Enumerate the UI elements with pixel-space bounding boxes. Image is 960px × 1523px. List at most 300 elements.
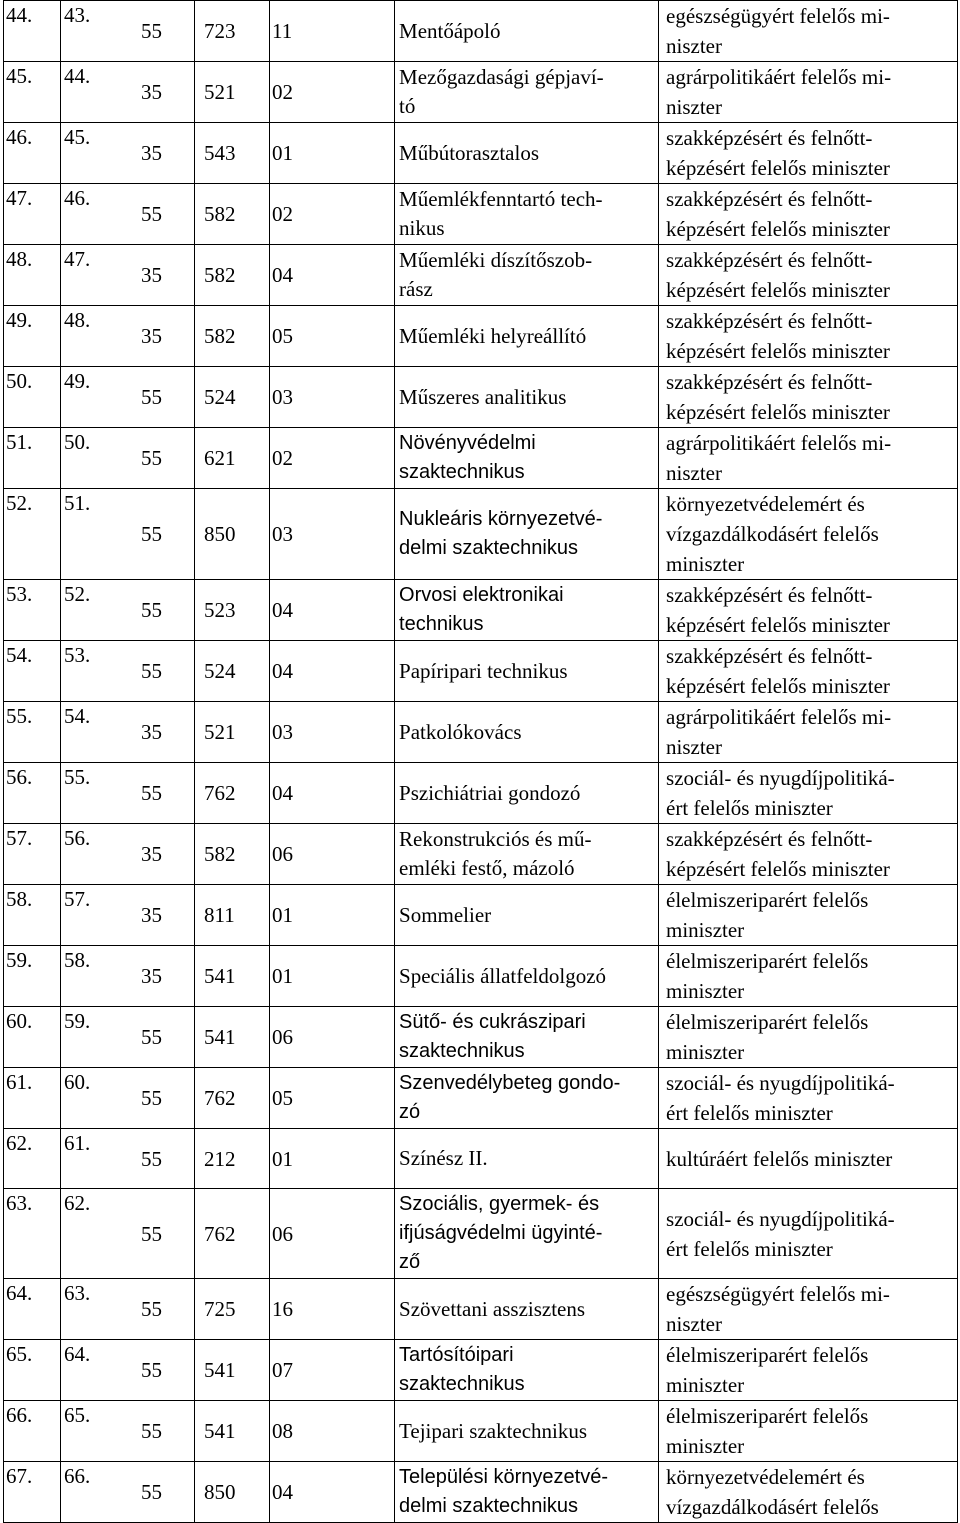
responsible-minister-line: ért felelős miniszter <box>666 796 833 820</box>
original-number-and-code-cell <box>61 885 195 946</box>
row-number: 46. <box>4 123 61 184</box>
original-number: 52. <box>64 582 91 606</box>
qualification-name <box>395 1129 659 1189</box>
original-number: 57. <box>64 887 91 911</box>
code-part-3: 07 <box>270 1340 395 1401</box>
code-part-1: 55 <box>141 1146 162 1171</box>
responsible-minister-line: miniszter <box>666 918 745 942</box>
responsible-minister <box>659 580 958 641</box>
qualification-name-line: Tejipari szaktechnikus <box>399 1418 588 1443</box>
code-part-1: 55 <box>141 1480 162 1504</box>
responsible-minister-line: szakképzésért és felnőtt- <box>666 644 873 668</box>
original-number: 54. <box>64 704 91 728</box>
responsible-minister-line: kultúráért felelős miniszter <box>666 1146 893 1171</box>
qualification-name <box>395 123 659 184</box>
original-number-and-code-cell <box>61 1340 195 1401</box>
qualification-name-line: technikus <box>399 613 484 635</box>
responsible-minister <box>659 824 958 885</box>
responsible-minister-line: miniszter <box>666 1434 745 1458</box>
responsible-minister <box>659 885 958 946</box>
code-part-3: 03 <box>270 367 395 428</box>
responsible-minister-line: élelmiszeriparért felelős <box>666 1010 869 1034</box>
code-part-1: 55 <box>141 522 162 546</box>
original-number-and-code-cell <box>61 1189 195 1279</box>
table-row <box>4 580 958 641</box>
original-number-and-code-cell <box>61 1129 195 1189</box>
qualification-name <box>395 184 659 245</box>
original-number-and-code-cell <box>61 1279 195 1340</box>
table-row <box>4 885 958 946</box>
code-part-2: 582 <box>195 306 270 367</box>
qualification-name-line: Sütő- és cukrászipari <box>399 1011 586 1033</box>
original-number-and-code-cell <box>61 641 195 702</box>
table-row <box>4 489 958 580</box>
responsible-minister-line: élelmiszeriparért felelős <box>666 949 869 973</box>
responsible-minister-line: képzésért felelős miniszter <box>666 217 890 241</box>
code-part-2: 521 <box>195 62 270 123</box>
qualification-name <box>395 489 659 580</box>
responsible-minister <box>659 306 958 367</box>
row-number: 63. <box>4 1189 61 1279</box>
table-row <box>4 641 958 702</box>
qualification-name-line: rász <box>399 277 433 301</box>
qualification-name <box>395 1 659 62</box>
row-number: 56. <box>4 763 61 824</box>
row-number: 51. <box>4 428 61 489</box>
responsible-minister-line: ért felelős miniszter <box>666 1236 833 1261</box>
qualification-name <box>395 1068 659 1129</box>
code-part-1: 55 <box>141 1358 162 1382</box>
original-number-and-code-cell <box>61 1 195 62</box>
original-number: 48. <box>64 308 91 332</box>
qualification-name-line: Sommelier <box>399 902 492 927</box>
responsible-minister-line: képzésért felelős miniszter <box>666 339 890 363</box>
responsible-minister <box>659 946 958 1007</box>
code-part-2: 621 <box>195 428 270 489</box>
responsible-minister <box>659 1340 958 1401</box>
code-part-3: 05 <box>270 1068 395 1129</box>
qualification-name-line: Műemlékfenntartó tech- <box>399 187 603 211</box>
row-number: 60. <box>4 1007 61 1068</box>
table-row <box>4 62 958 123</box>
table-row <box>4 1462 958 1523</box>
original-number-and-code-cell <box>61 1068 195 1129</box>
qualification-name <box>395 702 659 763</box>
original-number: 58. <box>64 948 91 972</box>
qualification-name-line: Szövettani asszisztens <box>399 1296 586 1321</box>
row-number: 66. <box>4 1401 61 1462</box>
original-number: 56. <box>64 826 91 850</box>
original-number: 64. <box>64 1342 91 1366</box>
original-number-and-code-cell <box>61 367 195 428</box>
code-part-1: 35 <box>141 903 162 927</box>
original-number-and-code-cell <box>61 245 195 306</box>
original-number-and-code-cell <box>61 184 195 245</box>
qualification-name-line: emléki festő, mázoló <box>399 856 575 880</box>
responsible-minister-line: képzésért felelős miniszter <box>666 400 890 424</box>
code-part-3: 02 <box>270 184 395 245</box>
responsible-minister-line: környezetvédelemért és <box>666 1465 865 1489</box>
responsible-minister-line: miniszter <box>666 1040 745 1064</box>
responsible-minister <box>659 1068 958 1129</box>
original-number-and-code-cell <box>61 1401 195 1462</box>
code-part-2: 541 <box>195 946 270 1007</box>
qualification-name-line: Növényvédelmi <box>399 432 536 454</box>
code-part-3: 02 <box>270 428 395 489</box>
qualification-name <box>395 1340 659 1401</box>
code-part-3: 06 <box>270 1007 395 1068</box>
original-number-and-code-cell <box>61 428 195 489</box>
responsible-minister-line: agrárpolitikáért felelős mi- <box>666 431 892 455</box>
table-row <box>4 946 958 1007</box>
qualification-name <box>395 1401 659 1462</box>
responsible-minister <box>659 641 958 702</box>
responsible-minister-line: képzésért felelős miniszter <box>666 156 890 180</box>
qualification-name-line: Műszeres analitikus <box>399 384 567 409</box>
qualification-name <box>395 1462 659 1523</box>
qualification-name-line: ifjúságvédelmi ügyinté- <box>399 1222 603 1244</box>
code-part-3: 04 <box>270 245 395 306</box>
responsible-minister-line: szociál- és nyugdíjpolitiká- <box>666 766 895 790</box>
code-part-1: 55 <box>141 659 162 683</box>
responsible-minister <box>659 1 958 62</box>
qualification-name <box>395 580 659 641</box>
qualification-name-line: delmi szaktechnikus <box>399 537 578 559</box>
responsible-minister <box>659 123 958 184</box>
code-part-2: 762 <box>195 763 270 824</box>
original-number-and-code-cell <box>61 946 195 1007</box>
responsible-minister-line: egészségügyért felelős mi- <box>666 4 890 28</box>
table-row <box>4 1279 958 1340</box>
qualification-name-line: Nukleáris környezetvé- <box>399 508 603 530</box>
responsible-minister-line: szakképzésért és felnőtt- <box>666 187 873 211</box>
responsible-minister <box>659 245 958 306</box>
responsible-minister-line: képzésért felelős miniszter <box>666 674 890 698</box>
code-part-3: 04 <box>270 641 395 702</box>
table-row <box>4 123 958 184</box>
table-row <box>4 1068 958 1129</box>
code-part-1: 35 <box>141 324 162 348</box>
qualification-name-line: Tartósítóipari <box>399 1344 514 1366</box>
row-number: 53. <box>4 580 61 641</box>
responsible-minister-line: szakképzésért és felnőtt- <box>666 309 873 333</box>
code-part-2: 582 <box>195 245 270 306</box>
table-row <box>4 184 958 245</box>
code-part-1: 55 <box>141 1419 162 1443</box>
code-part-2: 541 <box>195 1340 270 1401</box>
table-row <box>4 1007 958 1068</box>
code-part-1: 55 <box>141 446 162 470</box>
original-number: 53. <box>64 643 91 667</box>
code-part-1: 55 <box>141 1297 162 1321</box>
table-row <box>4 306 958 367</box>
code-part-3: 01 <box>270 123 395 184</box>
responsible-minister-line: niszter <box>666 735 722 759</box>
responsible-minister <box>659 702 958 763</box>
qualification-name-line: Műbútorasztalos <box>399 140 539 165</box>
code-part-1: 35 <box>141 842 162 866</box>
qualification-name-line: Rekonstrukciós és mű- <box>399 827 592 851</box>
original-number: 63. <box>64 1281 91 1305</box>
code-part-3: 16 <box>270 1279 395 1340</box>
code-part-1: 55 <box>141 781 162 805</box>
code-part-1: 35 <box>141 720 162 744</box>
responsible-minister <box>659 1279 958 1340</box>
responsible-minister-line: niszter <box>666 95 722 119</box>
table-row <box>4 1189 958 1279</box>
original-number: 51. <box>64 491 91 515</box>
code-part-2: 850 <box>195 489 270 580</box>
table-row <box>4 824 958 885</box>
responsible-minister-line: képzésért felelős miniszter <box>666 857 890 881</box>
code-part-2: 521 <box>195 702 270 763</box>
row-number: 59. <box>4 946 61 1007</box>
code-part-3: 11 <box>270 1 395 62</box>
code-part-2: 524 <box>195 367 270 428</box>
original-number: 60. <box>64 1070 91 1094</box>
responsible-minister <box>659 1189 958 1279</box>
qualification-name-line: szaktechnikus <box>399 1373 525 1395</box>
original-number-and-code-cell <box>61 824 195 885</box>
responsible-minister <box>659 184 958 245</box>
responsible-minister <box>659 367 958 428</box>
row-number: 55. <box>4 702 61 763</box>
row-number: 54. <box>4 641 61 702</box>
responsible-minister-line: egészségügyért felelős mi- <box>666 1282 890 1306</box>
code-part-3: 06 <box>270 1189 395 1279</box>
code-part-2: 541 <box>195 1401 270 1462</box>
qualification-name <box>395 367 659 428</box>
responsible-minister-line: agrárpolitikáért felelős mi- <box>666 65 892 89</box>
code-part-1: 55 <box>141 202 162 226</box>
responsible-minister-line: szakképzésért és felnőtt- <box>666 827 873 851</box>
code-part-2: 523 <box>195 580 270 641</box>
original-number-and-code-cell <box>61 1462 195 1523</box>
original-number: 43. <box>64 3 91 27</box>
responsible-minister-line: élelmiszeriparért felelős <box>666 888 869 912</box>
code-part-3: 01 <box>270 1129 395 1189</box>
code-part-2: 524 <box>195 641 270 702</box>
responsible-minister-line: szociál- és nyugdíjpolitiká- <box>666 1206 895 1231</box>
code-part-2: 811 <box>195 885 270 946</box>
code-part-1: 35 <box>141 141 162 165</box>
code-part-2: 762 <box>195 1068 270 1129</box>
table-row <box>4 1340 958 1401</box>
original-number: 44. <box>64 64 91 88</box>
responsible-minister-line: agrárpolitikáért felelős mi- <box>666 705 892 729</box>
code-part-2: 723 <box>195 1 270 62</box>
qualification-name <box>395 824 659 885</box>
responsible-minister-line: szakképzésért és felnőtt- <box>666 370 873 394</box>
qualification-name <box>395 763 659 824</box>
row-number: 57. <box>4 824 61 885</box>
table-row <box>4 428 958 489</box>
responsible-minister-line: niszter <box>666 34 722 58</box>
code-part-1: 55 <box>141 1025 162 1049</box>
code-part-3: 05 <box>270 306 395 367</box>
original-number: 46. <box>64 186 91 210</box>
original-number: 47. <box>64 247 91 271</box>
qualification-name-line: delmi szaktechnikus <box>399 1495 578 1517</box>
responsible-minister-line: szakképzésért és felnőtt- <box>666 248 873 272</box>
qualification-name <box>395 946 659 1007</box>
original-number: 66. <box>64 1464 91 1488</box>
code-part-2: 541 <box>195 1007 270 1068</box>
qualification-name <box>395 428 659 489</box>
original-number: 50. <box>64 430 91 454</box>
responsible-minister <box>659 428 958 489</box>
qualification-name <box>395 306 659 367</box>
row-number: 49. <box>4 306 61 367</box>
original-number-and-code-cell <box>61 1007 195 1068</box>
responsible-minister <box>659 1129 958 1189</box>
qualification-name-line: Orvosi elektronikai <box>399 584 564 606</box>
table-row <box>4 367 958 428</box>
responsible-minister-line: niszter <box>666 461 722 485</box>
responsible-minister-line: vízgazdálkodásért felelős <box>666 522 879 546</box>
qualification-name-line: Mezőgazdasági gépjaví- <box>399 65 604 89</box>
original-number: 45. <box>64 125 91 149</box>
responsible-minister <box>659 763 958 824</box>
row-number: 45. <box>4 62 61 123</box>
code-part-3: 04 <box>270 580 395 641</box>
responsible-minister-line: niszter <box>666 1312 722 1336</box>
qualification-name-line: zó <box>399 1101 421 1123</box>
qualification-name-line: Pszichiátriai gondozó <box>399 780 581 805</box>
qualification-name-line: Papíripari technikus <box>399 658 568 683</box>
table-row <box>4 1129 958 1189</box>
qualification-name-line: tó <box>399 94 416 118</box>
code-part-2: 543 <box>195 123 270 184</box>
row-number: 61. <box>4 1068 61 1129</box>
responsible-minister-line: élelmiszeriparért felelős <box>666 1404 869 1428</box>
code-part-2: 762 <box>195 1189 270 1279</box>
responsible-minister-line: szakképzésért és felnőtt- <box>666 583 873 607</box>
row-number: 50. <box>4 367 61 428</box>
qualification-name-line: Műemléki díszítőszob- <box>399 248 593 272</box>
code-part-3: 04 <box>270 763 395 824</box>
original-number: 55. <box>64 765 91 789</box>
table-row <box>4 1 958 62</box>
responsible-minister-line: miniszter <box>666 979 745 1003</box>
responsible-minister-line: képzésért felelős miniszter <box>666 278 890 302</box>
qualification-name-line: szaktechnikus <box>399 1040 525 1062</box>
responsible-minister-line: környezetvédelemért és <box>666 492 865 516</box>
row-number: 58. <box>4 885 61 946</box>
row-number: 52. <box>4 489 61 580</box>
original-number: 49. <box>64 369 91 393</box>
original-number-and-code-cell <box>61 62 195 123</box>
original-number-and-code-cell <box>61 702 195 763</box>
qualification-name <box>395 245 659 306</box>
code-part-2: 582 <box>195 824 270 885</box>
responsible-minister <box>659 1007 958 1068</box>
code-part-1: 55 <box>141 385 162 409</box>
responsible-minister-line: miniszter <box>666 1373 745 1397</box>
responsible-minister-line: miniszter <box>666 552 745 576</box>
table-row <box>4 1401 958 1462</box>
qualification-name-line: szaktechnikus <box>399 461 525 483</box>
row-number: 47. <box>4 184 61 245</box>
qualification-name-line: Speciális állatfeldolgozó <box>399 963 607 988</box>
original-number: 65. <box>64 1403 91 1427</box>
code-part-1: 35 <box>141 964 162 988</box>
qualification-name-line: Színész II. <box>399 1146 488 1170</box>
original-number-and-code-cell <box>61 123 195 184</box>
table-row <box>4 702 958 763</box>
qualification-name-line: Települési környezetvé- <box>399 1466 609 1488</box>
qualification-name <box>395 62 659 123</box>
original-number: 59. <box>64 1009 91 1033</box>
qualification-name <box>395 885 659 946</box>
row-number: 67. <box>4 1462 61 1523</box>
qualification-name <box>395 1189 659 1279</box>
code-part-1: 35 <box>141 80 162 104</box>
qualification-name <box>395 641 659 702</box>
code-part-1: 55 <box>141 1086 162 1110</box>
qualification-name-line: Műemléki helyreállító <box>399 323 587 348</box>
original-number-and-code-cell <box>61 580 195 641</box>
code-part-3: 01 <box>270 885 395 946</box>
code-part-1: 55 <box>141 598 162 622</box>
code-part-1: 55 <box>141 1221 162 1246</box>
responsible-minister-line: képzésért felelős miniszter <box>666 613 890 637</box>
qualification-name-line: Mentőápoló <box>399 18 501 43</box>
qualification-name-line: Szenvedélybeteg gondo- <box>399 1072 621 1094</box>
responsible-minister <box>659 62 958 123</box>
code-part-2: 850 <box>195 1462 270 1523</box>
qualification-table <box>3 0 958 1523</box>
original-number-and-code-cell <box>61 763 195 824</box>
responsible-minister-line: vízgazdálkodásért felelős <box>666 1495 879 1519</box>
table-row <box>4 763 958 824</box>
code-part-3: 08 <box>270 1401 395 1462</box>
code-part-3: 03 <box>270 489 395 580</box>
row-number: 44. <box>4 1 61 62</box>
responsible-minister-line: szociál- és nyugdíjpolitiká- <box>666 1071 895 1095</box>
row-number: 64. <box>4 1279 61 1340</box>
code-part-1: 35 <box>141 263 162 287</box>
original-number: 62. <box>64 1191 91 1215</box>
row-number: 65. <box>4 1340 61 1401</box>
table-body <box>4 1 958 1523</box>
table-row <box>4 245 958 306</box>
code-part-3: 06 <box>270 824 395 885</box>
qualification-name-line: nikus <box>399 216 445 240</box>
responsible-minister-line: élelmiszeriparért felelős <box>666 1343 869 1367</box>
qualification-name-line: ző <box>399 1251 421 1273</box>
original-number: 61. <box>64 1131 91 1155</box>
qualification-name <box>395 1279 659 1340</box>
code-part-2: 582 <box>195 184 270 245</box>
original-number-and-code-cell <box>61 306 195 367</box>
responsible-minister-line: szakképzésért és felnőtt- <box>666 126 873 150</box>
code-part-3: 01 <box>270 946 395 1007</box>
code-part-3: 04 <box>270 1462 395 1523</box>
row-number: 62. <box>4 1129 61 1189</box>
responsible-minister <box>659 1462 958 1523</box>
original-number-and-code-cell <box>61 489 195 580</box>
row-number: 48. <box>4 245 61 306</box>
code-part-3: 02 <box>270 62 395 123</box>
qualification-name-line: Patkolókovács <box>399 719 522 744</box>
responsible-minister-line: ért felelős miniszter <box>666 1101 833 1125</box>
qualification-name-line: Szociális, gyermek- és <box>399 1193 600 1215</box>
code-part-2: 725 <box>195 1279 270 1340</box>
responsible-minister <box>659 489 958 580</box>
code-part-3: 03 <box>270 702 395 763</box>
code-part-1: 55 <box>141 19 162 43</box>
